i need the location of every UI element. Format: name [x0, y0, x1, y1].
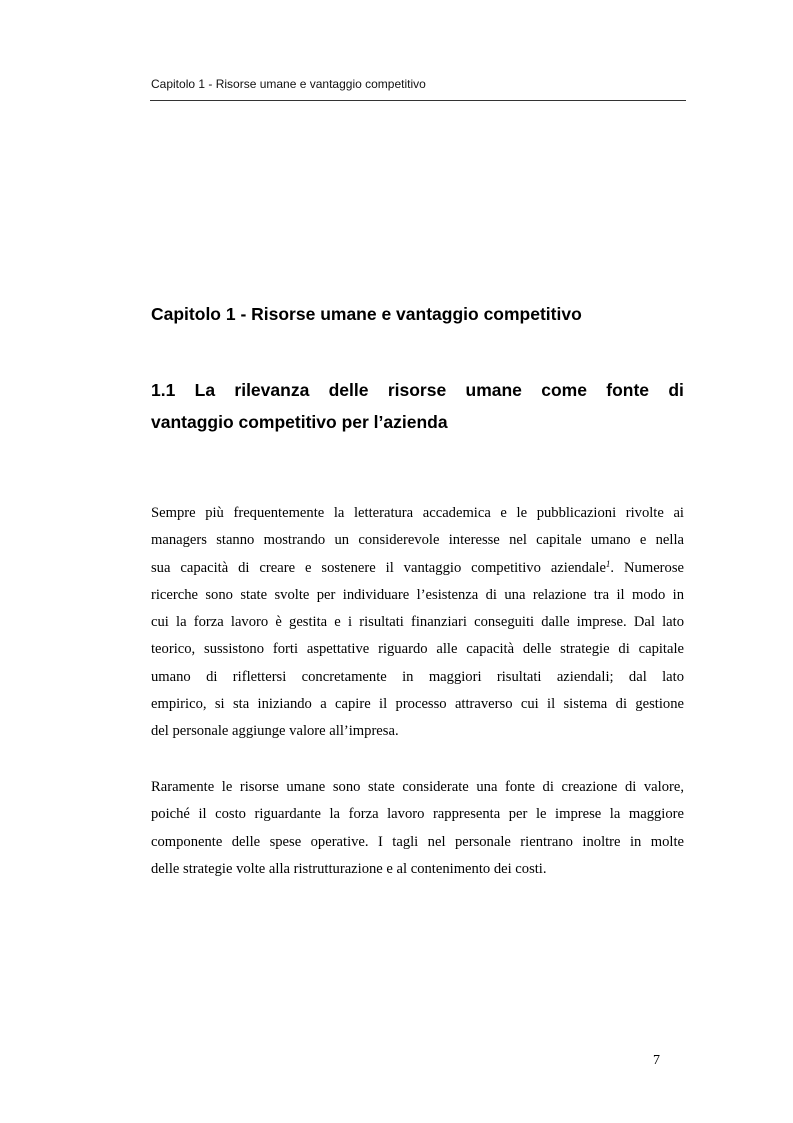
paragraph-line: empirico, si sta iniziando a capire il processo attraverso cui il sistema di gestione [151, 696, 684, 713]
heading-word: La [194, 380, 216, 400]
paragraph-line: componente delle spese operative. I tagli nel personale rientrano inoltre in molte [151, 833, 684, 850]
line-text: . Numerose [610, 559, 684, 576]
footnote-reference[interactable]: 1 [605, 558, 611, 569]
paragraph-line: umano di riflettersi concretamente in maggiori risultati aziendali; dal lato [151, 668, 684, 685]
section-heading [151, 374, 684, 438]
heading-word: di [668, 380, 684, 400]
heading-word: fonte [606, 380, 650, 400]
paragraph-line: Sempre più frequentemente la letteratura accademica e le pubblicazioni rivolte ai [151, 505, 684, 521]
paragraph-line [151, 555, 684, 582]
paragraph-line: del personale aggiunge valore all’impresa. [151, 723, 399, 740]
paragraph-line: Raramente le risorse umane sono state considerate una fonte di creazione di valore, [151, 779, 684, 795]
heading-word: rilevanza [234, 380, 310, 400]
paragraph-line: ricerche sono state svolte per individuare l’esistenza di una relazione tra il modo in [151, 586, 684, 603]
chapter-title: Capitolo 1 - Risorse umane e vantaggio competitivo [151, 304, 582, 324]
paragraph-line: managers stanno mostrando un considerevole interesse nel capitale umano e nella [151, 532, 684, 549]
running-header: Capitolo 1 - Risorse umane e vantaggio competitivo [151, 77, 426, 91]
heading-word: risorse [387, 380, 447, 400]
heading-word: delle [328, 380, 369, 400]
section-heading-line1 [151, 374, 684, 406]
section-number: 1.1 [151, 380, 176, 400]
page-number: 7 [653, 1053, 660, 1068]
header-rule [150, 100, 686, 101]
paragraph-line: teorico, sussistono forti aspettative riguardo alle capacità delle strategie di capitale [151, 641, 684, 658]
paragraph-line: delle strategie volte alla ristrutturazione e al contenimento dei costi. [151, 860, 547, 877]
paragraph-1 [151, 500, 684, 746]
section-heading-line2: vantaggio competitivo per l’azienda [151, 412, 448, 432]
paragraph-2 [151, 774, 684, 883]
heading-word: umane [465, 380, 522, 400]
paragraph-line: poiché il costo riguardante la forza lavoro rappresenta per le imprese la maggiore [151, 806, 684, 823]
paragraph-line: cui la forza lavoro è gestita e i risultati finanziari conseguiti dalle imprese. Dal lato [151, 614, 684, 631]
heading-word: come [541, 380, 587, 400]
line-text: sua capacità di creare e sostenere il vantaggio competitivo aziendale [151, 559, 606, 576]
